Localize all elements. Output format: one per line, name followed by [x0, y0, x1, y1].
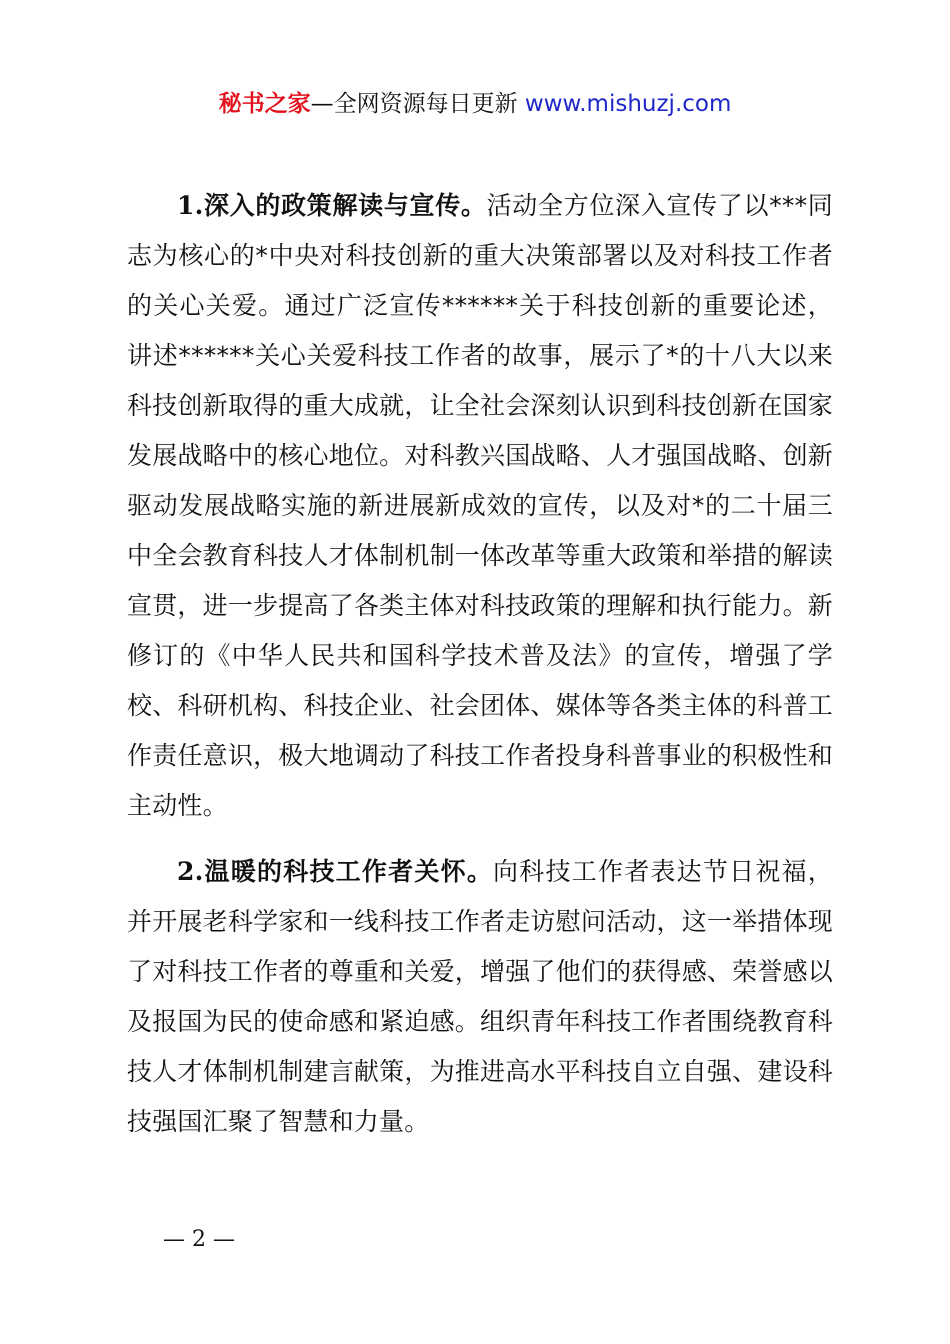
paragraph-heading-text: 温暖的科技工作者关怀。: [203, 857, 494, 886]
paragraph-policy-interpretation: [127, 181, 833, 831]
page-number: — 2 —: [163, 1227, 235, 1252]
paragraph-body-text: 活动全方位深入宣传了以***同志为核心的*中央对科技创新的重大决策部署以及对科技工作者的关心关爱。通过广泛宣传******关于科技创新的重要论述，讲述******关心关爱科技工作者的故事，展示了*的十八大以来科技创新取得的重大成就，让全社会深刻认识到科技创新在国家发展战略中的核心地位。对科教兴国战略、人才强国战略、创新驱动发展战略实施的新进展新成效的宣传，以及对*的二十届三中全会教育科技人才体制机制一体改革等重大政策和举措的解读宣贯，进一步提高了各类主体对科技政策的理解和执行能力。新修订的《中华人民共和国科学技术普及法》的宣传，增强了学校、科研机构、科技企业、社会团体、媒体等各类主体的科普工作责任意识，极大地调动了科技工作者投身科普事业的积极性和主动性。: [127, 191, 833, 820]
paragraph-heading: [177, 857, 493, 886]
banner-tagline: —全网资源每日更新: [310, 91, 525, 117]
paragraph-worker-care: [127, 847, 833, 1147]
brand-name: 秘书之家: [218, 91, 311, 117]
paragraph-number: 1.: [177, 191, 204, 220]
site-url-link[interactable]: www.mishuzj.com: [524, 91, 732, 117]
site-banner: [0, 86, 950, 122]
document-body: [127, 181, 833, 1163]
paragraph-heading-text: 深入的政策解读与宣传。: [203, 191, 487, 220]
paragraph-body-text: 向科技工作者表达节日祝福，并开展老科学家和一线科技工作者走访慰问活动，这一举措体现了对科技工作者的尊重和关爱，增强了他们的获得感、荣誉感以及报国为民的使命感和紧迫感。组织青年科技工作者围绕教育科技人才体制机制建言献策，为推进高水平科技自立自强、建设科技强国汇聚了智慧和力量。: [127, 857, 833, 1136]
paragraph-number: 2.: [177, 857, 204, 886]
paragraph-heading: [177, 191, 487, 220]
